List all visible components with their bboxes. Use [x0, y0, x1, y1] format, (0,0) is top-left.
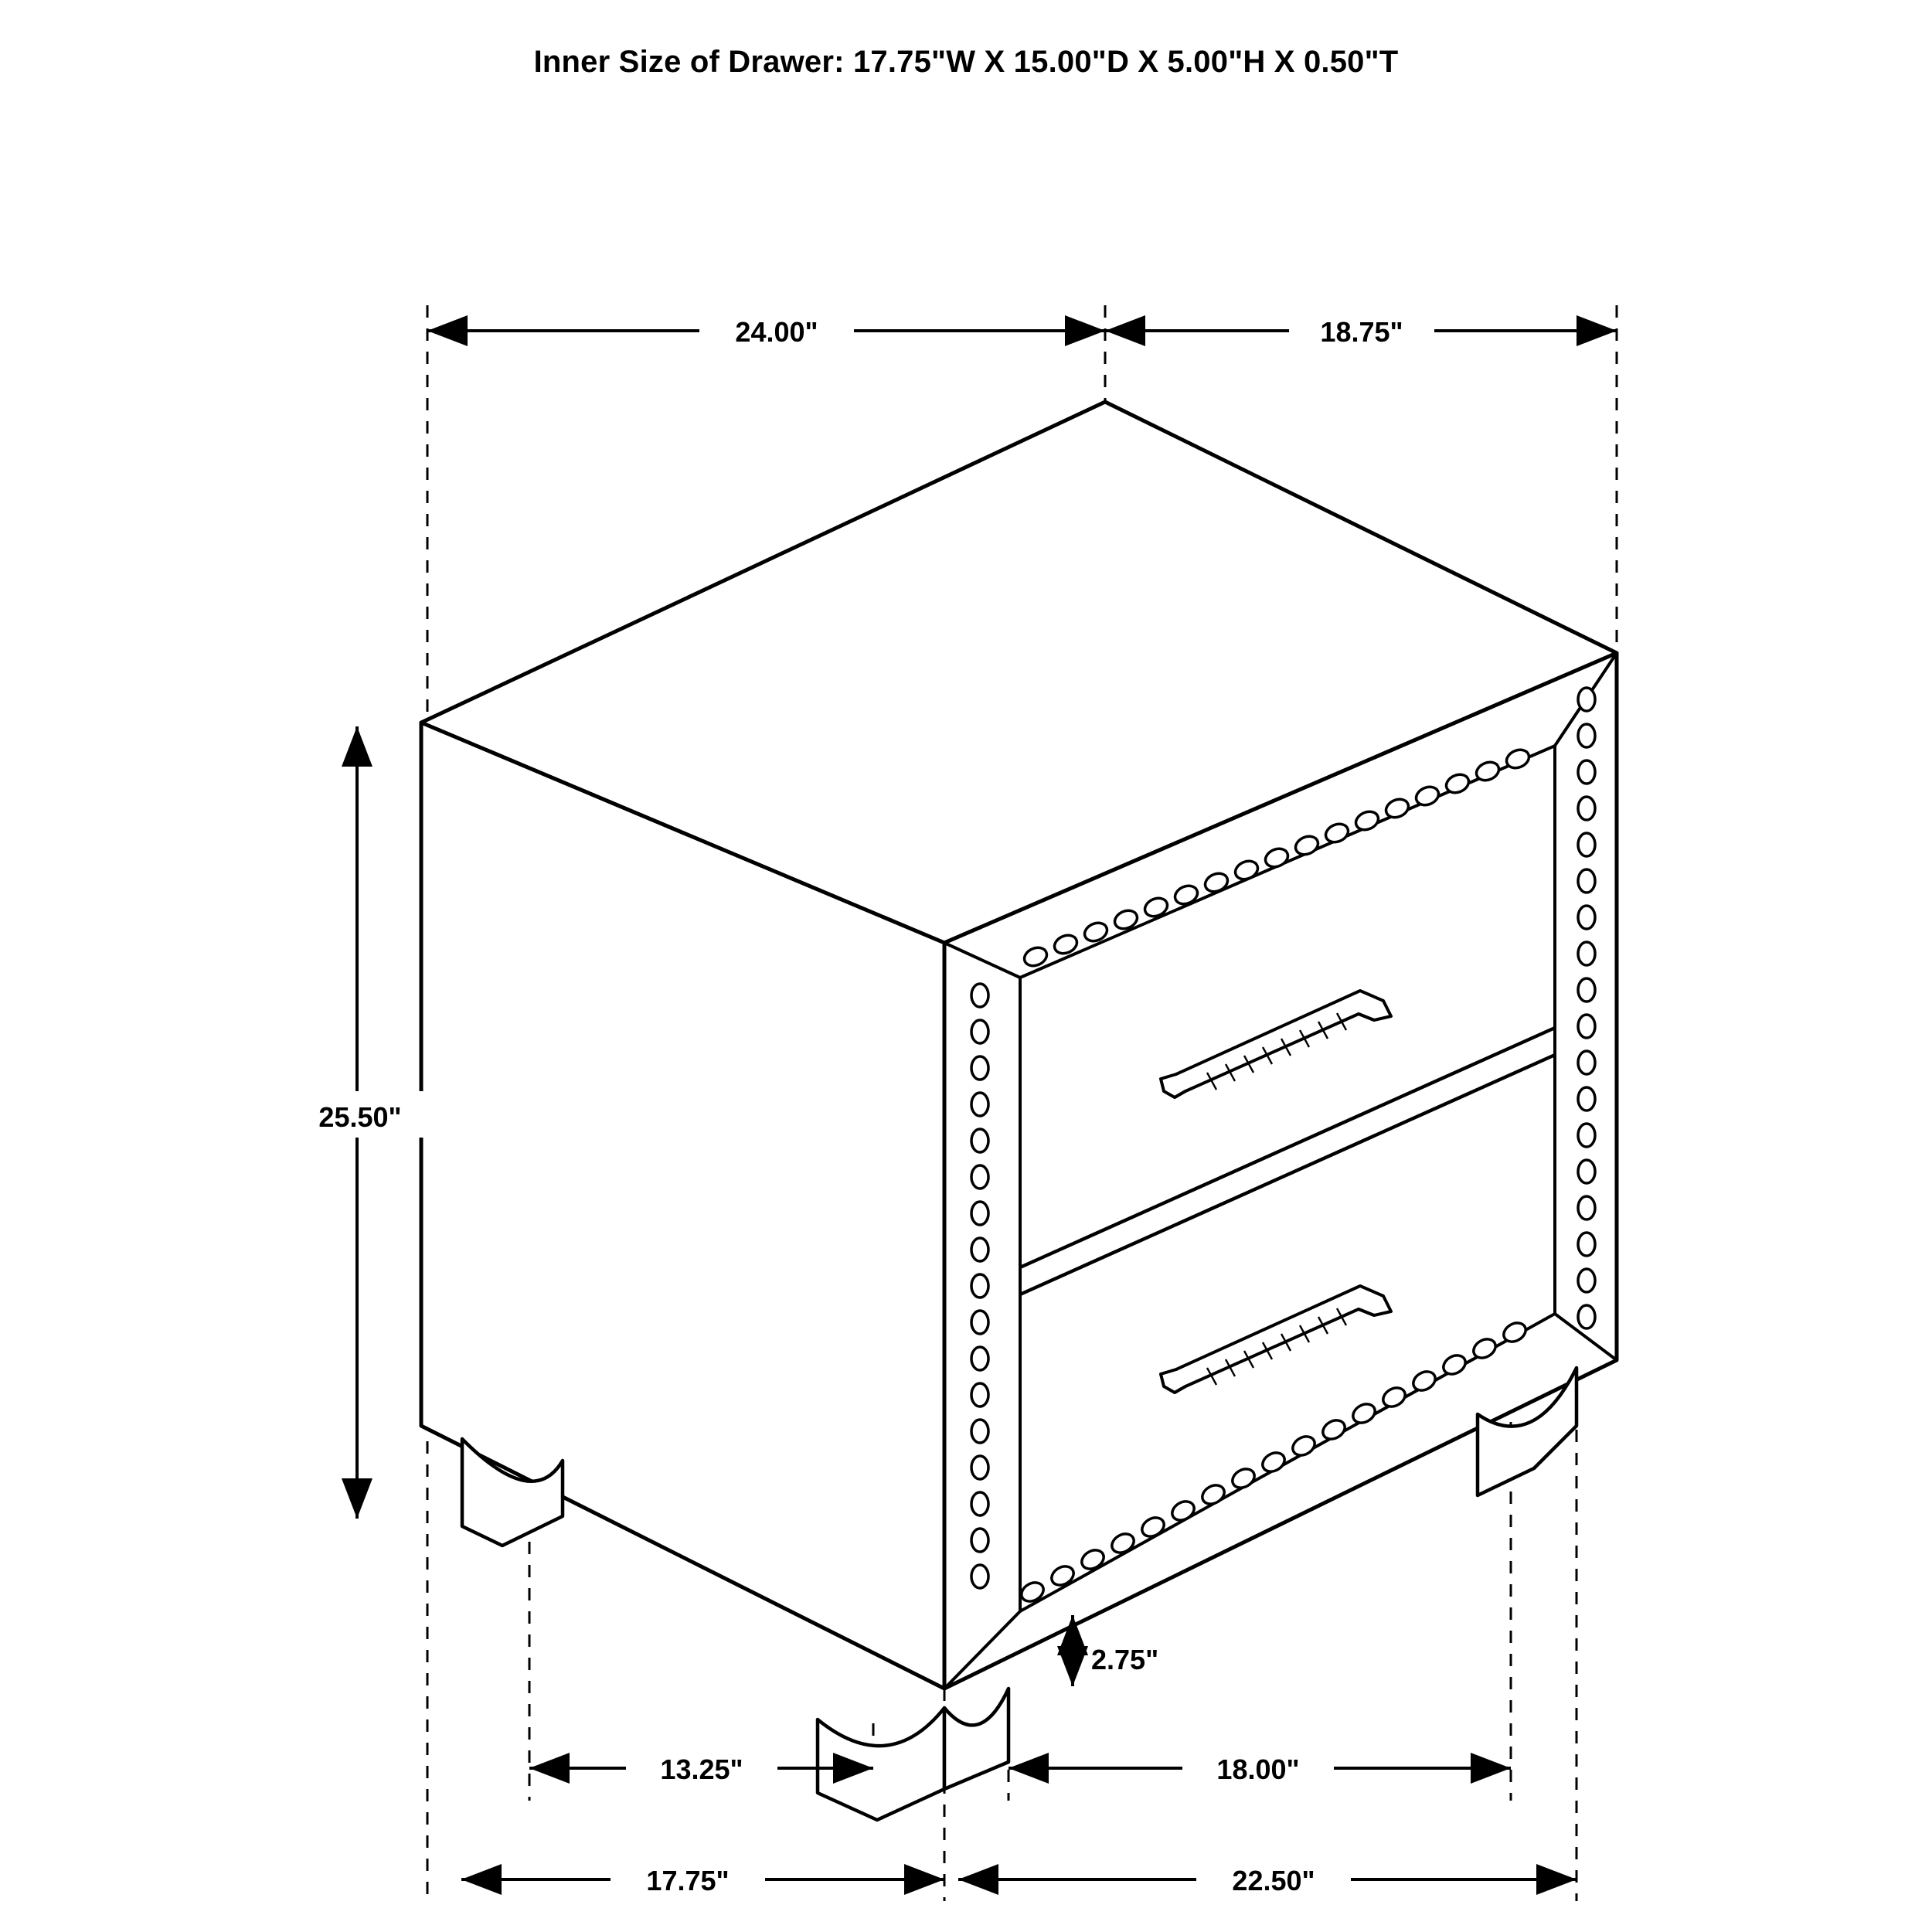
dim-overall-height: [287, 726, 439, 1519]
dim-bottom-left-span: [461, 1856, 944, 1901]
dim-top-left-width-label: 24.00": [735, 316, 818, 348]
dim-bottom-right-span: [958, 1856, 1577, 1901]
dim-top-left-width: [427, 308, 1105, 352]
dim-base-front-right-label: 18.00": [1216, 1753, 1300, 1785]
dim-top-right-width: [1105, 308, 1617, 352]
dim-overall-height-label: 25.50": [318, 1101, 402, 1133]
dim-base-front-left-label: 13.25": [660, 1753, 743, 1785]
dim-base-front-right: [1009, 1745, 1511, 1790]
dim-leg-height: [1073, 1615, 1158, 1686]
dim-top-right-width-label: 18.75": [1320, 316, 1403, 348]
dim-bottom-right-span-label: 22.50": [1232, 1865, 1315, 1896]
page-title: Inner Size of Drawer: 17.75"W X 15.00"D X 5.00"H X 0.50"T: [533, 45, 1399, 79]
dim-bottom-left-span-label: 17.75": [646, 1865, 730, 1896]
dim-leg-height-label: 2.75": [1091, 1644, 1159, 1675]
